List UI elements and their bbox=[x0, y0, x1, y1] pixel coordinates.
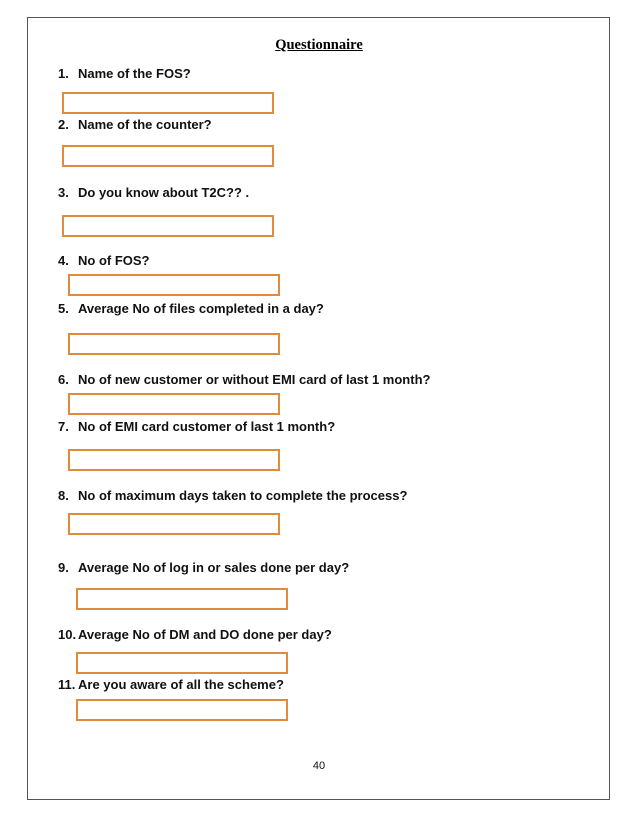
question-10 bbox=[58, 627, 332, 642]
question-text: No of FOS? bbox=[78, 253, 150, 268]
answer-field-2[interactable] bbox=[62, 145, 274, 167]
question-text: Name of the FOS? bbox=[78, 66, 191, 81]
answer-field-3[interactable] bbox=[62, 215, 274, 237]
question-text: Do you know about T2C?? . bbox=[78, 185, 250, 200]
question-number: 5. bbox=[58, 301, 69, 316]
question-text: Average No of log in or sales done per day? bbox=[78, 560, 350, 575]
question-text: Are you aware of all the scheme? bbox=[78, 677, 284, 692]
page-number: 40 bbox=[312, 760, 326, 772]
answer-field-9[interactable] bbox=[76, 588, 288, 610]
question-number: 8. bbox=[58, 488, 69, 503]
question-8 bbox=[58, 488, 407, 503]
answer-field-11[interactable] bbox=[76, 699, 288, 721]
answer-field-7[interactable] bbox=[68, 449, 280, 471]
question-number: 3. bbox=[58, 185, 69, 200]
question-text: Average No of DM and DO done per day? bbox=[78, 627, 332, 642]
question-number: 9. bbox=[58, 560, 69, 575]
question-5 bbox=[58, 301, 324, 316]
question-text: Name of the counter? bbox=[78, 117, 212, 132]
answer-field-8[interactable] bbox=[68, 513, 280, 535]
question-number: 2. bbox=[58, 117, 69, 132]
question-text: No of EMI card customer of last 1 month? bbox=[78, 419, 336, 434]
question-number: 11. bbox=[58, 677, 76, 692]
answer-field-10[interactable] bbox=[76, 652, 288, 674]
question-4 bbox=[58, 253, 150, 268]
answer-field-4[interactable] bbox=[68, 274, 280, 296]
page-title: Questionnaire bbox=[275, 37, 363, 53]
question-number: 4. bbox=[58, 253, 69, 268]
question-3 bbox=[58, 185, 249, 200]
question-11 bbox=[58, 677, 284, 692]
question-text: No of new customer or without EMI card of last 1 month? bbox=[78, 372, 431, 387]
question-number: 10. bbox=[58, 627, 77, 642]
question-text: Average No of files completed in a day? bbox=[78, 301, 324, 316]
question-9 bbox=[58, 560, 349, 575]
answer-field-1[interactable] bbox=[62, 92, 274, 114]
question-2 bbox=[58, 117, 212, 132]
question-1 bbox=[58, 66, 191, 81]
question-6 bbox=[58, 372, 430, 387]
question-text: No of maximum days taken to complete the process? bbox=[78, 488, 408, 503]
question-number: 7. bbox=[58, 419, 69, 434]
question-7 bbox=[58, 419, 335, 434]
question-number: 1. bbox=[58, 66, 69, 81]
answer-field-5[interactable] bbox=[68, 333, 280, 355]
question-number: 6. bbox=[58, 372, 69, 387]
answer-field-6[interactable] bbox=[68, 393, 280, 415]
